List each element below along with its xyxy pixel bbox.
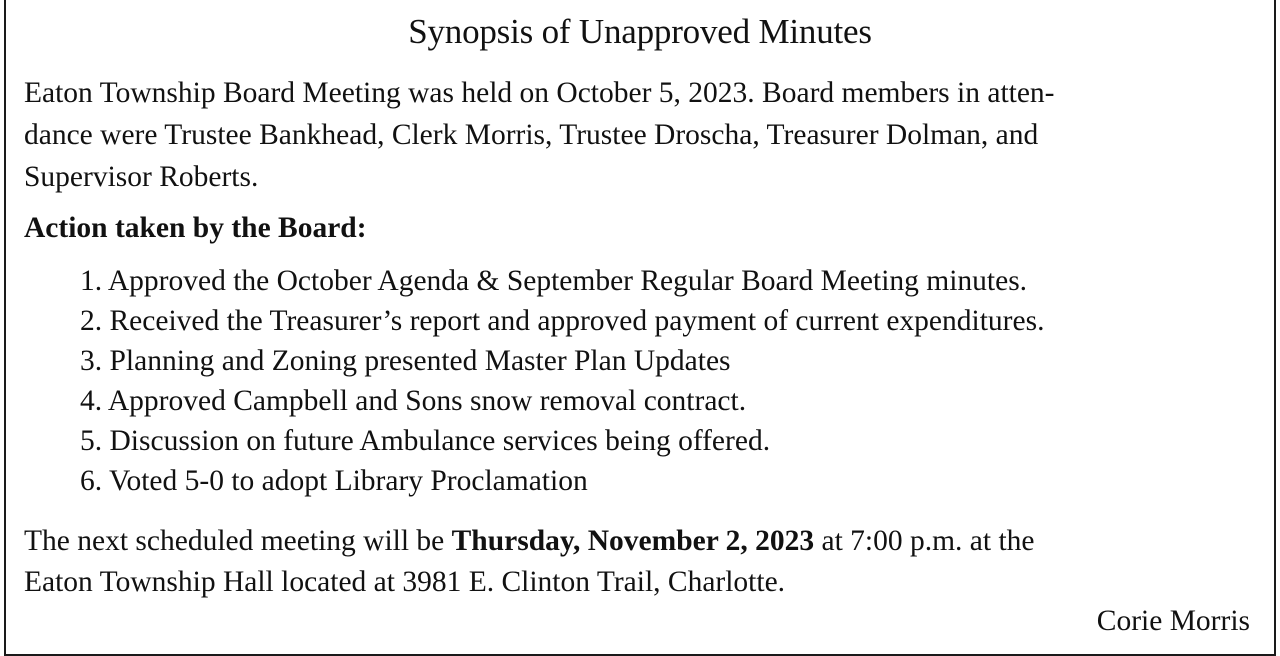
meeting-intro-paragraph — [24, 72, 1258, 198]
action-item: 5. Discussion on future Ambulance services being offered. — [80, 425, 771, 457]
action-heading: Action taken by the Board: — [24, 212, 367, 244]
next-meeting-date: Thursday, November 2, 2023 — [451, 525, 815, 557]
minutes-notice — [4, 0, 1276, 656]
notice-title: Synopsis of Unapproved Minutes — [408, 12, 872, 51]
action-item: 4. Approved Campbell and Sons snow removal contract. — [80, 385, 747, 417]
next-meeting-paragraph — [24, 521, 1258, 603]
action-item: 6. Voted 5-0 to adopt Library Proclamation — [80, 465, 588, 497]
next-meeting-time: at 7:00 p.m. at the — [821, 525, 1035, 557]
intro-line-1: Eaton Township Board Meeting was held on October 5, 2023. Board members in atten- — [24, 77, 1055, 109]
intro-line-3: Supervisor Roberts. — [24, 161, 259, 193]
action-item: 2. Received the Treasurer’s report and approved payment of current expenditures. — [80, 305, 1045, 337]
next-meeting-location: Eaton Township Hall located at 3981 E. Clinton Trail, Charlotte. — [24, 566, 786, 598]
action-item: 3. Planning and Zoning presented Master Plan Updates — [80, 345, 731, 377]
action-item: 1. Approved the October Agenda & September Regular Board Meeting minutes. — [80, 265, 1028, 297]
next-meeting-prefix: The next scheduled meeting will be — [24, 525, 445, 557]
intro-line-2: dance were Trustee Bankhead, Clerk Morris, Trustee Droscha, Treasurer Dolman, and — [24, 119, 1039, 151]
clerk-signature: Corie Morris — [1096, 605, 1250, 637]
action-list — [80, 261, 1044, 501]
